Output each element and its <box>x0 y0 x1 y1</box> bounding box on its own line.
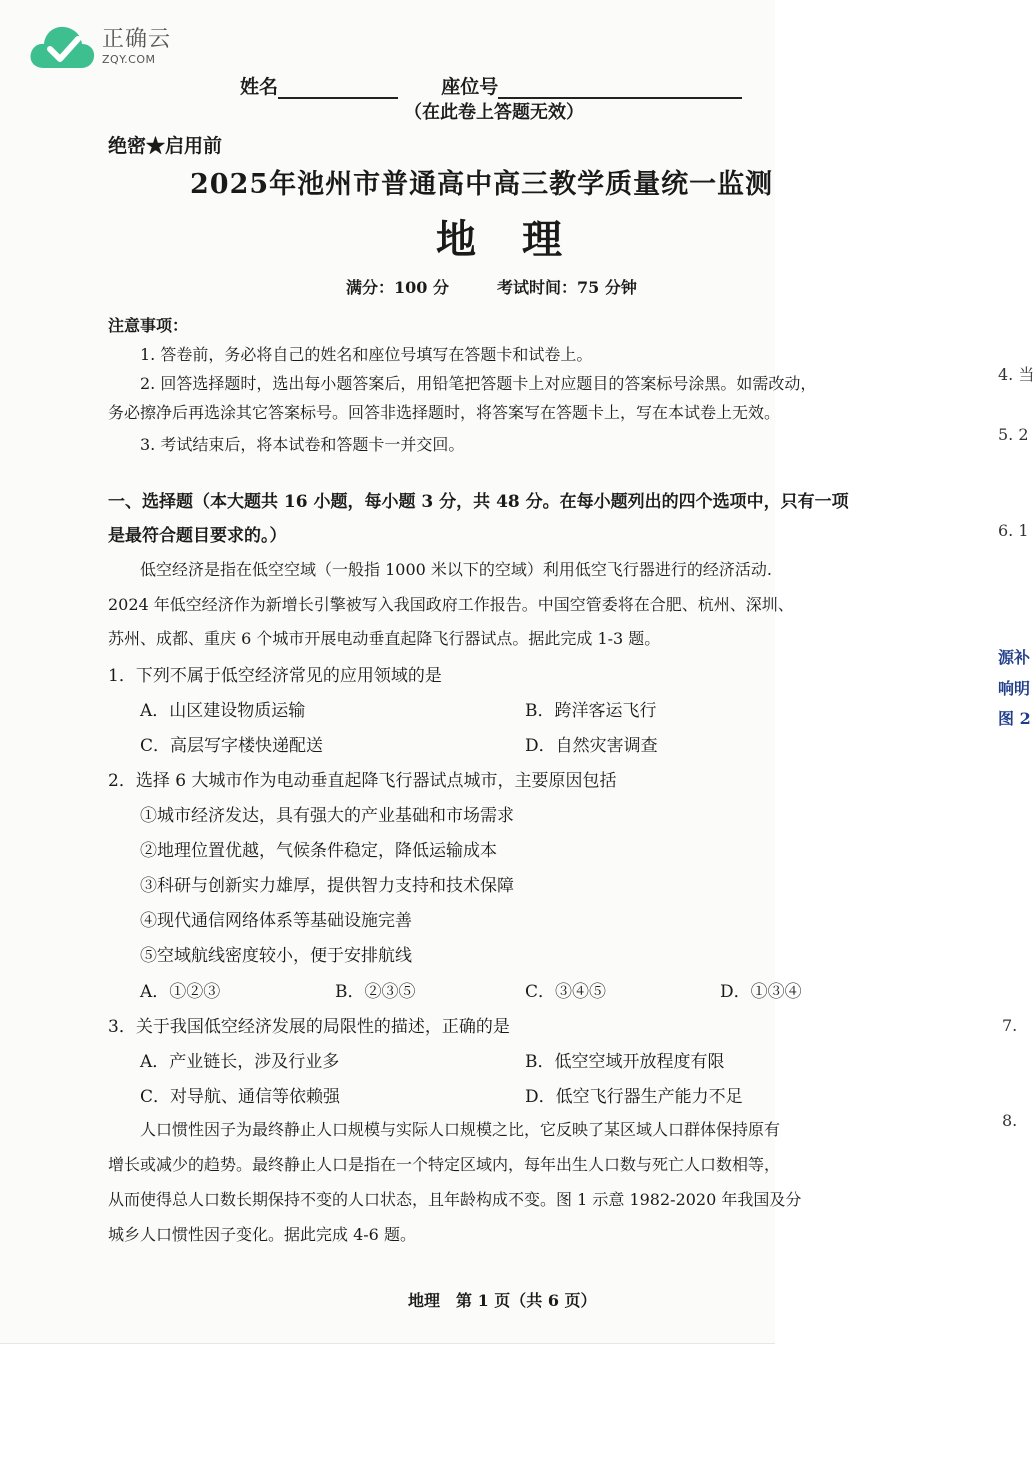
passage-line: 苏州、成都、重庆 6 个城市开展电动垂直起降飞行器试点。据此完成 1-3 题。 <box>108 629 661 648</box>
passage-line: 低空经济是指在低空空域（一般指 1000 米以下的空域）利用低空飞行器进行的经济活动. <box>140 560 772 579</box>
candidate-fields <box>240 72 742 99</box>
section-heading: 一、选择题（本大题共 16 小题，每小题 3 分，共 48 分。在每小题列出的四个选项中，只有一项 <box>108 492 849 512</box>
logo-name: 正确云 <box>102 27 172 52</box>
name-blank <box>278 77 398 99</box>
bleed-text: 7. <box>1002 1016 1018 1035</box>
logo-domain: ZQY.COM <box>102 53 156 66</box>
q3-option-b: B．低空空域开放程度有限 <box>525 1052 725 1072</box>
bleed-text: 源补 <box>998 648 1031 667</box>
q2-item: ①城市经济发达，具有强大的产业基础和市场需求 <box>140 806 514 826</box>
bleed-text: 响明 <box>998 679 1031 698</box>
invalid-note: （在此卷上答题无效） <box>404 102 584 123</box>
exam-time: 考试时间：75 分钟 <box>496 278 637 297</box>
q2-item: ④现代通信网络体系等基础设施完善 <box>140 911 412 931</box>
secret-label: 绝密★启用前 <box>108 135 223 157</box>
bleed-text: 4. 当 <box>998 365 1034 384</box>
exam-title: 2025年池州市普通高中高三教学质量统一监测 <box>190 169 774 200</box>
page-footer: 地理 第 1 页（共 6 页） <box>408 1291 597 1310</box>
note-item: 务必擦净后再选涂其它答案标号。回答非选择题时，将答案写在答题卡上，写在本试卷上无效。 <box>108 403 781 422</box>
seat-blank <box>498 77 742 99</box>
section-heading-cont: 是最符合题目要求的。） <box>108 526 287 546</box>
q1-option-d: D．自然灾害调查 <box>525 736 658 756</box>
score-line <box>346 275 637 298</box>
q2-item: ②地理位置优越，气候条件稳定，降低运输成本 <box>140 841 497 861</box>
passage-line: 人口惯性因子为最终静止人口规模与实际人口规模之比，它反映了某区域人口群体保持原有 <box>140 1120 781 1139</box>
q1-option-a: A．山区建设物质运输 <box>140 701 306 721</box>
question-1-stem: 1．下列不属于低空经济常见的应用领域的是 <box>108 666 442 686</box>
passage-line: 城乡人口惯性因子变化。据此完成 4-6 题。 <box>108 1225 416 1244</box>
q2-option-c: C．③④⑤ <box>525 982 607 1002</box>
cloud-check-icon <box>28 22 96 72</box>
q2-item: ③科研与创新实力雄厚，提供智力支持和技术保障 <box>140 876 514 896</box>
bleed-text: 图 2 <box>998 709 1031 728</box>
seat-label: 座位号 <box>441 76 499 98</box>
q2-option-a: A．①②③ <box>140 982 221 1002</box>
q3-option-a: A．产业链长，涉及行业多 <box>140 1052 340 1072</box>
subject-title: 地理 <box>436 216 608 263</box>
zqy-logo <box>28 22 171 72</box>
question-3-stem: 3．关于我国低空经济发展的局限性的描述，正确的是 <box>108 1017 510 1037</box>
bleed-text: 6. 1 <box>998 521 1029 540</box>
q2-option-b: B．②③⑤ <box>335 982 416 1002</box>
note-item: 1. 答卷前，务必将自己的姓名和座位号填写在答题卡和试卷上。 <box>140 345 593 364</box>
q2-item: ⑤空域航线密度较小，便于安排航线 <box>140 946 412 966</box>
full-score: 满分：100 分 <box>346 278 449 297</box>
question-2-stem: 2．选择 6 大城市作为电动垂直起降飞行器试点城市，主要原因包括 <box>108 771 617 791</box>
bleed-text: 5. 2 <box>998 425 1029 444</box>
q1-option-c: C．高层写字楼快递配送 <box>140 736 324 756</box>
note-item: 3. 考试结束后，将本试卷和答题卡一并交回。 <box>140 435 465 454</box>
note-item: 2. 回答选择题时，选出每小题答案后，用铅笔把答题卡上对应题目的答案标号涂黑。如需改动， <box>140 374 817 393</box>
q2-option-d: D．①③④ <box>720 982 802 1002</box>
q3-option-c: C．对导航、通信等依赖强 <box>140 1087 341 1107</box>
q3-option-d: D．低空飞行器生产能力不足 <box>525 1087 743 1107</box>
name-label: 姓名 <box>240 76 279 98</box>
notes-heading: 注意事项： <box>108 316 189 335</box>
bleed-text: 8. <box>1002 1111 1018 1130</box>
passage-line: 从而使得总人口数长期保持不变的人口状态，且年龄构成不变。图 1 示意 1982-2020 年我国及分 <box>108 1190 802 1209</box>
passage-line: 增长或减少的趋势。最终静止人口是指在一个特定区域内，每年出生人口数与死亡人口数相等， <box>108 1155 781 1174</box>
passage-line: 2024 年低空经济作为新增长引擎被写入我国政府工作报告。中国空管委将在合肥、杭州、深圳、 <box>108 595 794 614</box>
q1-option-b: B．跨洋客运飞行 <box>525 701 657 721</box>
